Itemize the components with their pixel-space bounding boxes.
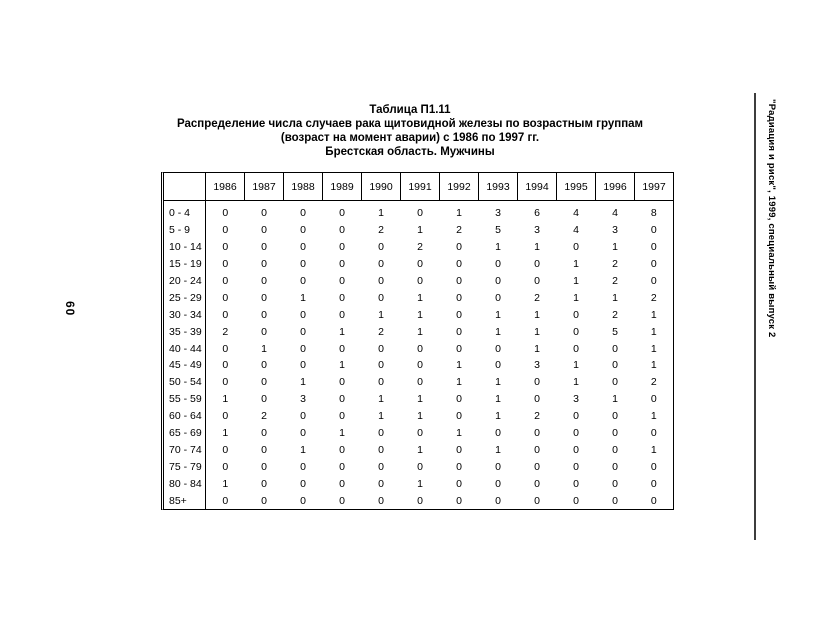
case-count-cell: 0 — [378, 477, 384, 490]
case-count-cell: 0 — [261, 241, 267, 254]
case-count-cell: 1 — [222, 477, 229, 490]
case-count-cell: 0 — [339, 291, 345, 304]
case-count-cell: 0 — [650, 494, 657, 507]
case-count-cell: 0 — [378, 359, 384, 372]
year-column-header: 1991 — [401, 173, 440, 201]
age-group-label: 50 - 54 — [164, 374, 206, 391]
case-count-cell: 1 — [650, 342, 657, 355]
case-count-cell: 2 — [378, 224, 384, 237]
age-group-label: 35 - 39 — [164, 323, 206, 340]
case-count-cell: 3 — [612, 224, 618, 237]
case-count-cell: 0 — [261, 359, 267, 372]
age-group-label: 30 - 34 — [164, 306, 206, 323]
age-group-label: 80 - 84 — [164, 475, 206, 492]
case-count-cell: 0 — [378, 258, 384, 271]
case-count-cell: 0 — [300, 275, 306, 287]
case-count-cell: 1 — [650, 308, 657, 321]
case-count-cell: 2 — [612, 275, 618, 287]
case-count-cell: 1 — [650, 443, 657, 456]
case-count-cell: 1 — [378, 207, 384, 220]
case-count-cell: 5 — [612, 325, 618, 338]
case-count-cell: 0 — [300, 224, 306, 237]
case-count-cell: 0 — [612, 359, 618, 372]
case-count-cell: 0 — [534, 460, 540, 473]
case-count-cell: 0 — [456, 460, 462, 473]
case-count-cell: 0 — [573, 494, 579, 507]
case-count-cell: 1 — [534, 241, 540, 254]
case-count-cell: 0 — [495, 275, 501, 287]
case-count-cell: 1 — [417, 477, 423, 490]
case-count-cell: 1 — [417, 224, 423, 237]
case-count-cell: 0 — [456, 325, 462, 338]
case-count-cell: 0 — [650, 460, 657, 473]
case-count-cell: 3 — [573, 393, 579, 406]
case-count-cell: 4 — [573, 207, 579, 220]
case-count-cell: 0 — [261, 258, 267, 271]
year-column-header: 1993 — [479, 173, 518, 201]
year-column-header: 1995 — [557, 173, 596, 201]
case-count-cell: 0 — [417, 342, 423, 355]
case-count-cell: 4 — [573, 224, 579, 237]
case-count-cell: 1 — [417, 291, 423, 304]
year-column-header: 1987 — [245, 173, 284, 201]
case-count-cell: 0 — [612, 427, 618, 440]
case-count-cell: 0 — [378, 241, 384, 254]
case-count-cell: 0 — [417, 275, 423, 287]
case-count-cell: 0 — [222, 291, 229, 304]
table-header-row — [164, 173, 673, 201]
case-count-cell: 1 — [573, 275, 579, 287]
case-count-cell: 0 — [222, 258, 229, 271]
table-row — [164, 475, 673, 492]
case-count-cell: 0 — [300, 494, 306, 507]
year-column-header: 1992 — [440, 173, 479, 201]
table-row — [164, 222, 673, 239]
case-count-cell: 0 — [300, 410, 306, 423]
case-count-cell: 0 — [495, 342, 501, 355]
case-count-cell: 1 — [573, 291, 579, 304]
case-count-cell: 0 — [261, 207, 267, 220]
age-group-label: 40 - 44 — [164, 340, 206, 357]
case-count-cell: 0 — [495, 258, 501, 271]
case-count-cell: 0 — [222, 308, 229, 321]
table-row — [164, 273, 673, 290]
case-count-cell: 1 — [456, 359, 462, 372]
case-count-cell: 1 — [339, 359, 345, 372]
case-count-cell: 1 — [417, 325, 423, 338]
case-count-cell: 0 — [378, 427, 384, 440]
case-count-cell: 0 — [222, 241, 229, 254]
case-count-cell: 1 — [378, 393, 384, 406]
case-count-cell: 0 — [261, 291, 267, 304]
case-count-cell: 0 — [261, 275, 267, 287]
case-count-cell: 8 — [650, 207, 657, 220]
case-count-cell: 2 — [378, 325, 384, 338]
year-column-header: 1997 — [635, 173, 674, 201]
case-count-cell: 0 — [650, 224, 657, 237]
case-count-cell: 1 — [417, 308, 423, 321]
table-row — [164, 492, 673, 509]
case-count-cell: 3 — [534, 224, 540, 237]
case-count-cell: 0 — [378, 275, 384, 287]
case-count-cell: 1 — [300, 291, 306, 304]
table-title-block — [140, 103, 680, 159]
case-count-cell: 4 — [612, 207, 618, 220]
case-count-cell: 0 — [378, 443, 384, 456]
table-row — [164, 374, 673, 391]
case-count-cell: 0 — [417, 460, 423, 473]
case-count-cell: 1 — [300, 443, 306, 456]
case-count-cell: 0 — [456, 258, 462, 271]
page-number: 60 — [63, 301, 77, 317]
case-count-cell: 0 — [573, 308, 579, 321]
table-row — [164, 391, 673, 408]
case-count-cell: 0 — [534, 393, 540, 406]
case-count-cell: 0 — [300, 427, 306, 440]
age-group-label: 65 - 69 — [164, 425, 206, 442]
age-group-label: 85+ — [164, 492, 206, 509]
case-count-cell: 3 — [495, 207, 501, 220]
year-column-header: 1990 — [362, 173, 401, 201]
case-count-cell: 1 — [417, 393, 423, 406]
age-group-label: 75 - 79 — [164, 458, 206, 475]
case-count-cell: 0 — [573, 477, 579, 490]
case-count-cell: 0 — [534, 258, 540, 271]
case-count-cell: 0 — [573, 325, 579, 338]
case-count-cell: 2 — [222, 325, 229, 338]
case-count-cell: 1 — [261, 342, 267, 355]
age-group-label: 10 - 14 — [164, 239, 206, 256]
case-count-cell: 0 — [573, 410, 579, 423]
case-count-cell: 0 — [534, 427, 540, 440]
case-count-cell: 0 — [222, 376, 229, 389]
case-count-cell: 3 — [534, 359, 540, 372]
table-row — [164, 306, 673, 323]
age-group-label: 25 - 29 — [164, 289, 206, 306]
case-count-cell: 1 — [650, 325, 657, 338]
case-count-cell: 0 — [339, 207, 345, 220]
case-count-cell: 1 — [456, 427, 462, 440]
case-count-cell: 1 — [495, 443, 501, 456]
case-count-cell: 0 — [612, 443, 618, 456]
case-count-cell: 0 — [261, 494, 267, 507]
age-group-label: 20 - 24 — [164, 273, 206, 290]
case-count-cell: 0 — [456, 443, 462, 456]
case-count-cell: 0 — [573, 241, 579, 254]
case-count-cell: 0 — [339, 393, 345, 406]
case-count-cell: 2 — [417, 241, 423, 254]
case-count-cell: 0 — [573, 427, 579, 440]
case-count-cell: 0 — [612, 410, 618, 423]
case-count-cell: 0 — [339, 460, 345, 473]
case-count-cell: 1 — [300, 376, 306, 389]
case-count-cell: 0 — [573, 443, 579, 456]
table-region-line: Брестская область. Мужчины — [325, 146, 495, 158]
age-group-label: 5 - 9 — [164, 222, 206, 239]
case-count-cell: 0 — [534, 275, 540, 287]
case-count-cell: 1 — [222, 427, 229, 440]
case-count-cell: 1 — [222, 393, 229, 406]
year-column-header: 1986 — [206, 173, 245, 201]
year-column-header: 1996 — [596, 173, 635, 201]
case-count-cell: 1 — [417, 443, 423, 456]
case-count-cell: 2 — [456, 224, 462, 237]
case-count-cell: 0 — [222, 207, 229, 220]
case-count-cell: 0 — [534, 443, 540, 456]
case-count-cell: 1 — [495, 410, 501, 423]
case-count-cell: 1 — [534, 325, 540, 338]
case-count-cell: 2 — [534, 410, 540, 423]
case-count-cell: 3 — [300, 393, 306, 406]
case-count-cell: 0 — [573, 342, 579, 355]
corner-header-cell — [164, 173, 206, 201]
table-row — [164, 441, 673, 458]
case-count-cell: 0 — [300, 342, 306, 355]
case-count-cell: 0 — [261, 224, 267, 237]
age-group-label: 70 - 74 — [164, 441, 206, 458]
case-count-cell: 0 — [456, 477, 462, 490]
case-count-cell: 0 — [456, 291, 462, 304]
margin-rule — [754, 93, 756, 540]
case-count-cell: 0 — [339, 410, 345, 423]
case-count-cell: 0 — [339, 224, 345, 237]
case-count-cell: 0 — [300, 460, 306, 473]
case-count-cell: 0 — [650, 427, 657, 440]
table-row — [164, 408, 673, 425]
case-count-cell: 0 — [612, 494, 618, 507]
journal-reference: "Радиация и риск", 1999, специальный выпуск 2 — [766, 99, 777, 338]
case-count-cell: 0 — [261, 477, 267, 490]
case-count-cell: 0 — [650, 393, 657, 406]
case-count-cell: 0 — [339, 477, 345, 490]
case-count-cell: 0 — [495, 291, 501, 304]
case-count-cell: 1 — [495, 325, 501, 338]
case-count-cell: 0 — [650, 275, 657, 287]
case-count-cell: 0 — [378, 342, 384, 355]
case-count-cell: 0 — [261, 427, 267, 440]
table-row — [164, 201, 673, 222]
age-group-label: 55 - 59 — [164, 391, 206, 408]
case-count-cell: 5 — [495, 224, 501, 237]
case-count-cell: 0 — [222, 342, 229, 355]
case-count-cell: 1 — [650, 410, 657, 423]
case-count-cell: 0 — [339, 241, 345, 254]
case-count-cell: 1 — [456, 207, 462, 220]
age-group-label: 60 - 64 — [164, 408, 206, 425]
case-count-cell: 1 — [378, 410, 384, 423]
case-count-cell: 1 — [573, 359, 579, 372]
case-count-cell: 0 — [339, 342, 345, 355]
case-count-cell: 1 — [650, 359, 657, 372]
case-count-cell: 0 — [612, 342, 618, 355]
year-column-header: 1989 — [323, 173, 362, 201]
case-count-cell: 6 — [534, 207, 540, 220]
case-count-cell: 0 — [417, 376, 423, 389]
case-count-cell: 0 — [222, 460, 229, 473]
case-count-cell: 1 — [495, 308, 501, 321]
case-count-cell: 0 — [417, 494, 423, 507]
case-count-cell: 0 — [650, 241, 657, 254]
case-count-cell: 0 — [417, 359, 423, 372]
case-count-cell: 0 — [300, 308, 306, 321]
table-row — [164, 239, 673, 256]
year-column-header: 1988 — [284, 173, 323, 201]
year-column-header: 1994 — [518, 173, 557, 201]
case-count-cell: 0 — [261, 325, 267, 338]
case-count-cell: 1 — [495, 376, 501, 389]
case-count-cell: 0 — [339, 275, 345, 287]
age-group-label: 45 - 49 — [164, 357, 206, 374]
case-count-cell: 1 — [339, 325, 345, 338]
case-count-cell: 2 — [612, 308, 618, 321]
case-count-cell: 0 — [495, 477, 501, 490]
case-count-cell: 0 — [495, 494, 501, 507]
case-count-cell: 0 — [300, 325, 306, 338]
case-count-cell: 0 — [456, 275, 462, 287]
case-count-cell: 0 — [534, 494, 540, 507]
case-count-cell: 0 — [261, 308, 267, 321]
case-count-cell: 0 — [417, 207, 423, 220]
case-count-cell: 0 — [222, 359, 229, 372]
case-count-cell: 0 — [456, 308, 462, 321]
cases-by-age-table — [164, 173, 673, 509]
case-count-cell: 0 — [300, 359, 306, 372]
case-count-cell: 1 — [612, 393, 618, 406]
table-row — [164, 323, 673, 340]
case-count-cell: 0 — [456, 410, 462, 423]
case-count-cell: 0 — [612, 376, 618, 389]
case-count-cell: 0 — [495, 460, 501, 473]
case-count-cell: 0 — [612, 477, 618, 490]
case-count-cell: 0 — [495, 359, 501, 372]
case-count-cell: 1 — [495, 393, 501, 406]
case-count-cell: 0 — [417, 427, 423, 440]
data-table-container — [161, 172, 674, 510]
case-count-cell: 0 — [456, 393, 462, 406]
case-count-cell: 0 — [339, 258, 345, 271]
table-row — [164, 289, 673, 306]
case-count-cell: 0 — [339, 376, 345, 389]
case-count-cell: 2 — [534, 291, 540, 304]
age-group-label: 0 - 4 — [164, 201, 206, 222]
case-count-cell: 0 — [650, 258, 657, 271]
case-count-cell: 0 — [495, 427, 501, 440]
case-count-cell: 1 — [612, 241, 618, 254]
table-subtitle-line: (возраст на момент аварии) с 1986 по 1997 гг. — [280, 132, 540, 144]
case-count-cell: 0 — [650, 477, 657, 490]
case-count-cell: 0 — [261, 376, 267, 389]
case-count-cell: 0 — [339, 308, 345, 321]
case-count-cell: 0 — [378, 376, 384, 389]
case-count-cell: 2 — [650, 376, 657, 389]
case-count-cell: 0 — [378, 494, 384, 507]
case-count-cell: 0 — [300, 207, 306, 220]
case-count-cell: 0 — [456, 494, 462, 507]
case-count-cell: 0 — [261, 443, 267, 456]
case-count-cell: 1 — [495, 241, 501, 254]
case-count-cell: 0 — [222, 443, 229, 456]
case-count-cell: 1 — [456, 376, 462, 389]
table-row — [164, 458, 673, 475]
case-count-cell: 0 — [261, 460, 267, 473]
table-body — [164, 201, 673, 510]
case-count-cell: 0 — [300, 241, 306, 254]
table-row — [164, 357, 673, 374]
case-count-cell: 0 — [534, 376, 540, 389]
table-row — [164, 256, 673, 273]
case-count-cell: 0 — [573, 460, 579, 473]
case-count-cell: 0 — [378, 460, 384, 473]
case-count-cell: 0 — [222, 410, 229, 423]
case-count-cell: 1 — [612, 291, 618, 304]
case-count-cell: 0 — [222, 275, 229, 287]
case-count-cell: 0 — [222, 494, 229, 507]
case-count-cell: 1 — [378, 308, 384, 321]
case-count-cell: 0 — [339, 494, 345, 507]
case-count-cell: 0 — [261, 393, 267, 406]
table-caption-number: Таблица П1.11 — [369, 104, 451, 116]
case-count-cell: 0 — [612, 460, 618, 473]
case-count-cell: 1 — [573, 258, 579, 271]
case-count-cell: 1 — [573, 376, 579, 389]
case-count-cell: 0 — [417, 258, 423, 271]
table-row — [164, 340, 673, 357]
case-count-cell: 1 — [417, 410, 423, 423]
table-title-line: Распределение числа случаев рака щитовидной железы по возрастным группам — [176, 118, 644, 130]
case-count-cell: 1 — [339, 427, 345, 440]
case-count-cell: 0 — [222, 224, 229, 237]
case-count-cell: 2 — [261, 410, 267, 423]
case-count-cell: 1 — [534, 308, 540, 321]
table-row — [164, 425, 673, 442]
age-group-label: 15 - 19 — [164, 256, 206, 273]
case-count-cell: 0 — [456, 342, 462, 355]
case-count-cell: 0 — [300, 477, 306, 490]
table-header — [164, 173, 673, 201]
case-count-cell: 0 — [339, 443, 345, 456]
case-count-cell: 1 — [534, 342, 540, 355]
case-count-cell: 2 — [650, 291, 657, 304]
case-count-cell: 2 — [612, 258, 618, 271]
case-count-cell: 0 — [300, 258, 306, 271]
case-count-cell: 0 — [456, 241, 462, 254]
case-count-cell: 0 — [534, 477, 540, 490]
case-count-cell: 0 — [378, 291, 384, 304]
